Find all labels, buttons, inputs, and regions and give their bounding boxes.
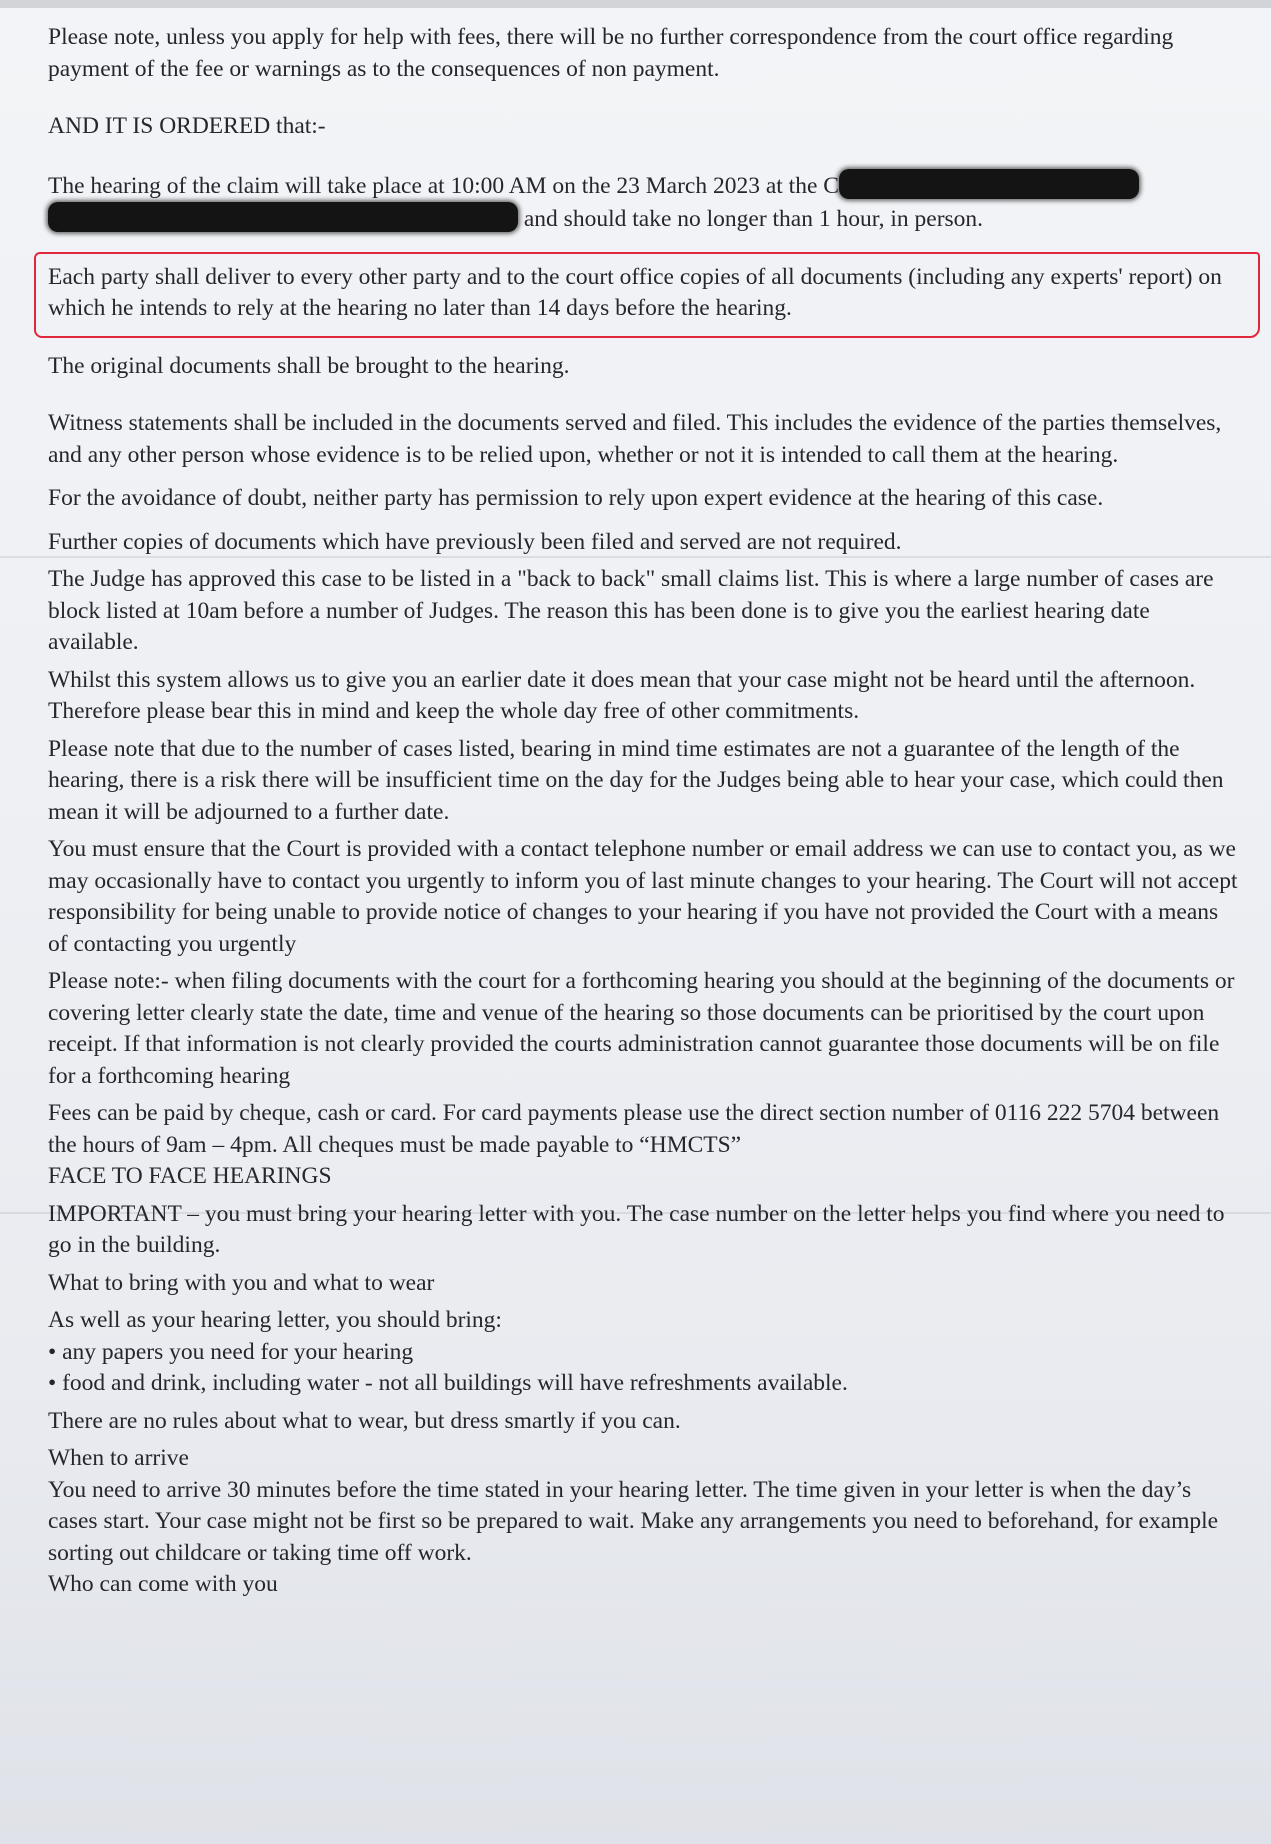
time-estimate-risk: Please note that due to the number of cases listed, bearing in mind time estimates are not a guarantee of the length of the hearing, there is a risk there will be insufficient time on the day for the Judges being able to hear your case, which could then mean it will be adjourned to a further date. bbox=[48, 735, 1224, 825]
hearing-details bbox=[48, 169, 1238, 236]
who-can-come-heading: Who can come with you bbox=[48, 1571, 278, 1597]
original-documents: The original documents shall be brought to the hearing. bbox=[48, 352, 570, 379]
fees-notice: Please note, unless you apply for help with fees, there will be no further correspondence from the court office regarding payment of the fee or warnings as to the consequences of non payment. bbox=[48, 24, 1174, 82]
filing-note: Please note:- when filing documents with the court for a forthcoming hearing you should at the beginning of the documents or covering letter clearly state the date, time and venue of the hearing so those documents can be prioritised by the court upon receipt. If that information is not clearly provided the courts administration cannot guarantee those documents will be on file for a forthcoming hearing bbox=[48, 968, 1235, 1089]
hearing-duration-text: and should take no longer than 1 hour, in person. bbox=[518, 206, 984, 232]
hearing-details-text: The hearing of the claim will take place at 10:00 AM on the 23 March 2023 at the C bbox=[48, 172, 839, 199]
highlighted-clause bbox=[48, 262, 1238, 325]
dress-code: There are no rules about what to wear, but dress smartly if you can. bbox=[48, 1407, 681, 1434]
further-copies: Further copies of documents which have previously been filed and served are not required. bbox=[48, 528, 902, 555]
witness-statements: Witness statements shall be included in the documents served and filed. This includes the evidence of the parties themselves, and any other person whose evidence is to be relied upon, whether or not it is intended to call them at the hearing. bbox=[48, 410, 1222, 468]
what-to-bring-intro: As well as your hearing letter, you should bring: bbox=[48, 1307, 502, 1333]
letter-body bbox=[48, 22, 1238, 1601]
bring-hearing-letter: IMPORTANT – you must bring your hearing letter with you. The case number on the letter helps you find where you need to go in the building. bbox=[48, 1200, 1225, 1258]
bullet-food-drink: • food and drink, including water - not all buildings will have refreshments available. bbox=[48, 1370, 848, 1396]
bullet-papers: • any papers you need for your hearing bbox=[48, 1338, 414, 1365]
order-heading: AND IT IS ORDERED that:- bbox=[48, 113, 326, 139]
arrival-instructions: You need to arrive 30 minutes before the time stated in your hearing letter. The time given in your letter is when the day’s cases start. Your case might not be first so be prepared to wait. Make any arrangements you need to beforehand, for example sorting out childcare or taking time off work. bbox=[48, 1476, 1219, 1566]
fee-payment: Fees can be paid by cheque, cash or card. For card payments please use the direct section number of 0116 222 5704 between the hours of 9am – 4pm. All cheques must be made payable to “HMCTS” bbox=[48, 1100, 1220, 1158]
what-to-bring-heading: What to bring with you and what to wear bbox=[48, 1269, 435, 1296]
contact-details: You must ensure that the Court is provided with a contact telephone number or email address we can use to contact you, as we may occasionally have to contact you urgently to inform you of last minute changes to your hearing. The Court will not accept responsibility for being unable to provide notice of changes to your hearing if you have not provided the Court with a means of contacting you urgently bbox=[48, 836, 1238, 957]
afternoon-warning: Whilst this system allows us to give you an earlier date it does mean that your case might not be heard until the afternoon. Therefore please bear this in mind and keep the whole day free of other commitments. bbox=[48, 666, 1196, 724]
redacted-court-address bbox=[48, 202, 518, 232]
when-to-arrive-heading: When to arrive bbox=[48, 1445, 189, 1471]
redacted-court-name bbox=[839, 169, 1139, 199]
section-heading-face-to-face: FACE TO FACE HEARINGS bbox=[48, 1163, 332, 1189]
page-top-edge bbox=[0, 0, 1271, 8]
documents-deadline: Each party shall deliver to every other party and to the court office copies of all documents (including any experts' report) on which he intends to rely at the hearing no later than 14 days before the hearing. bbox=[48, 263, 1222, 321]
expert-evidence: For the avoidance of doubt, neither party has permission to rely upon expert evidence at the hearing of this case. bbox=[48, 485, 1104, 511]
back-to-back-listing: The Judge has approved this case to be listed in a "back to back" small claims list. This is where a large number of cases are block listed at 10am before a number of Judges. The reason this has been done is to give you the earliest hearing date available. bbox=[48, 566, 1214, 655]
